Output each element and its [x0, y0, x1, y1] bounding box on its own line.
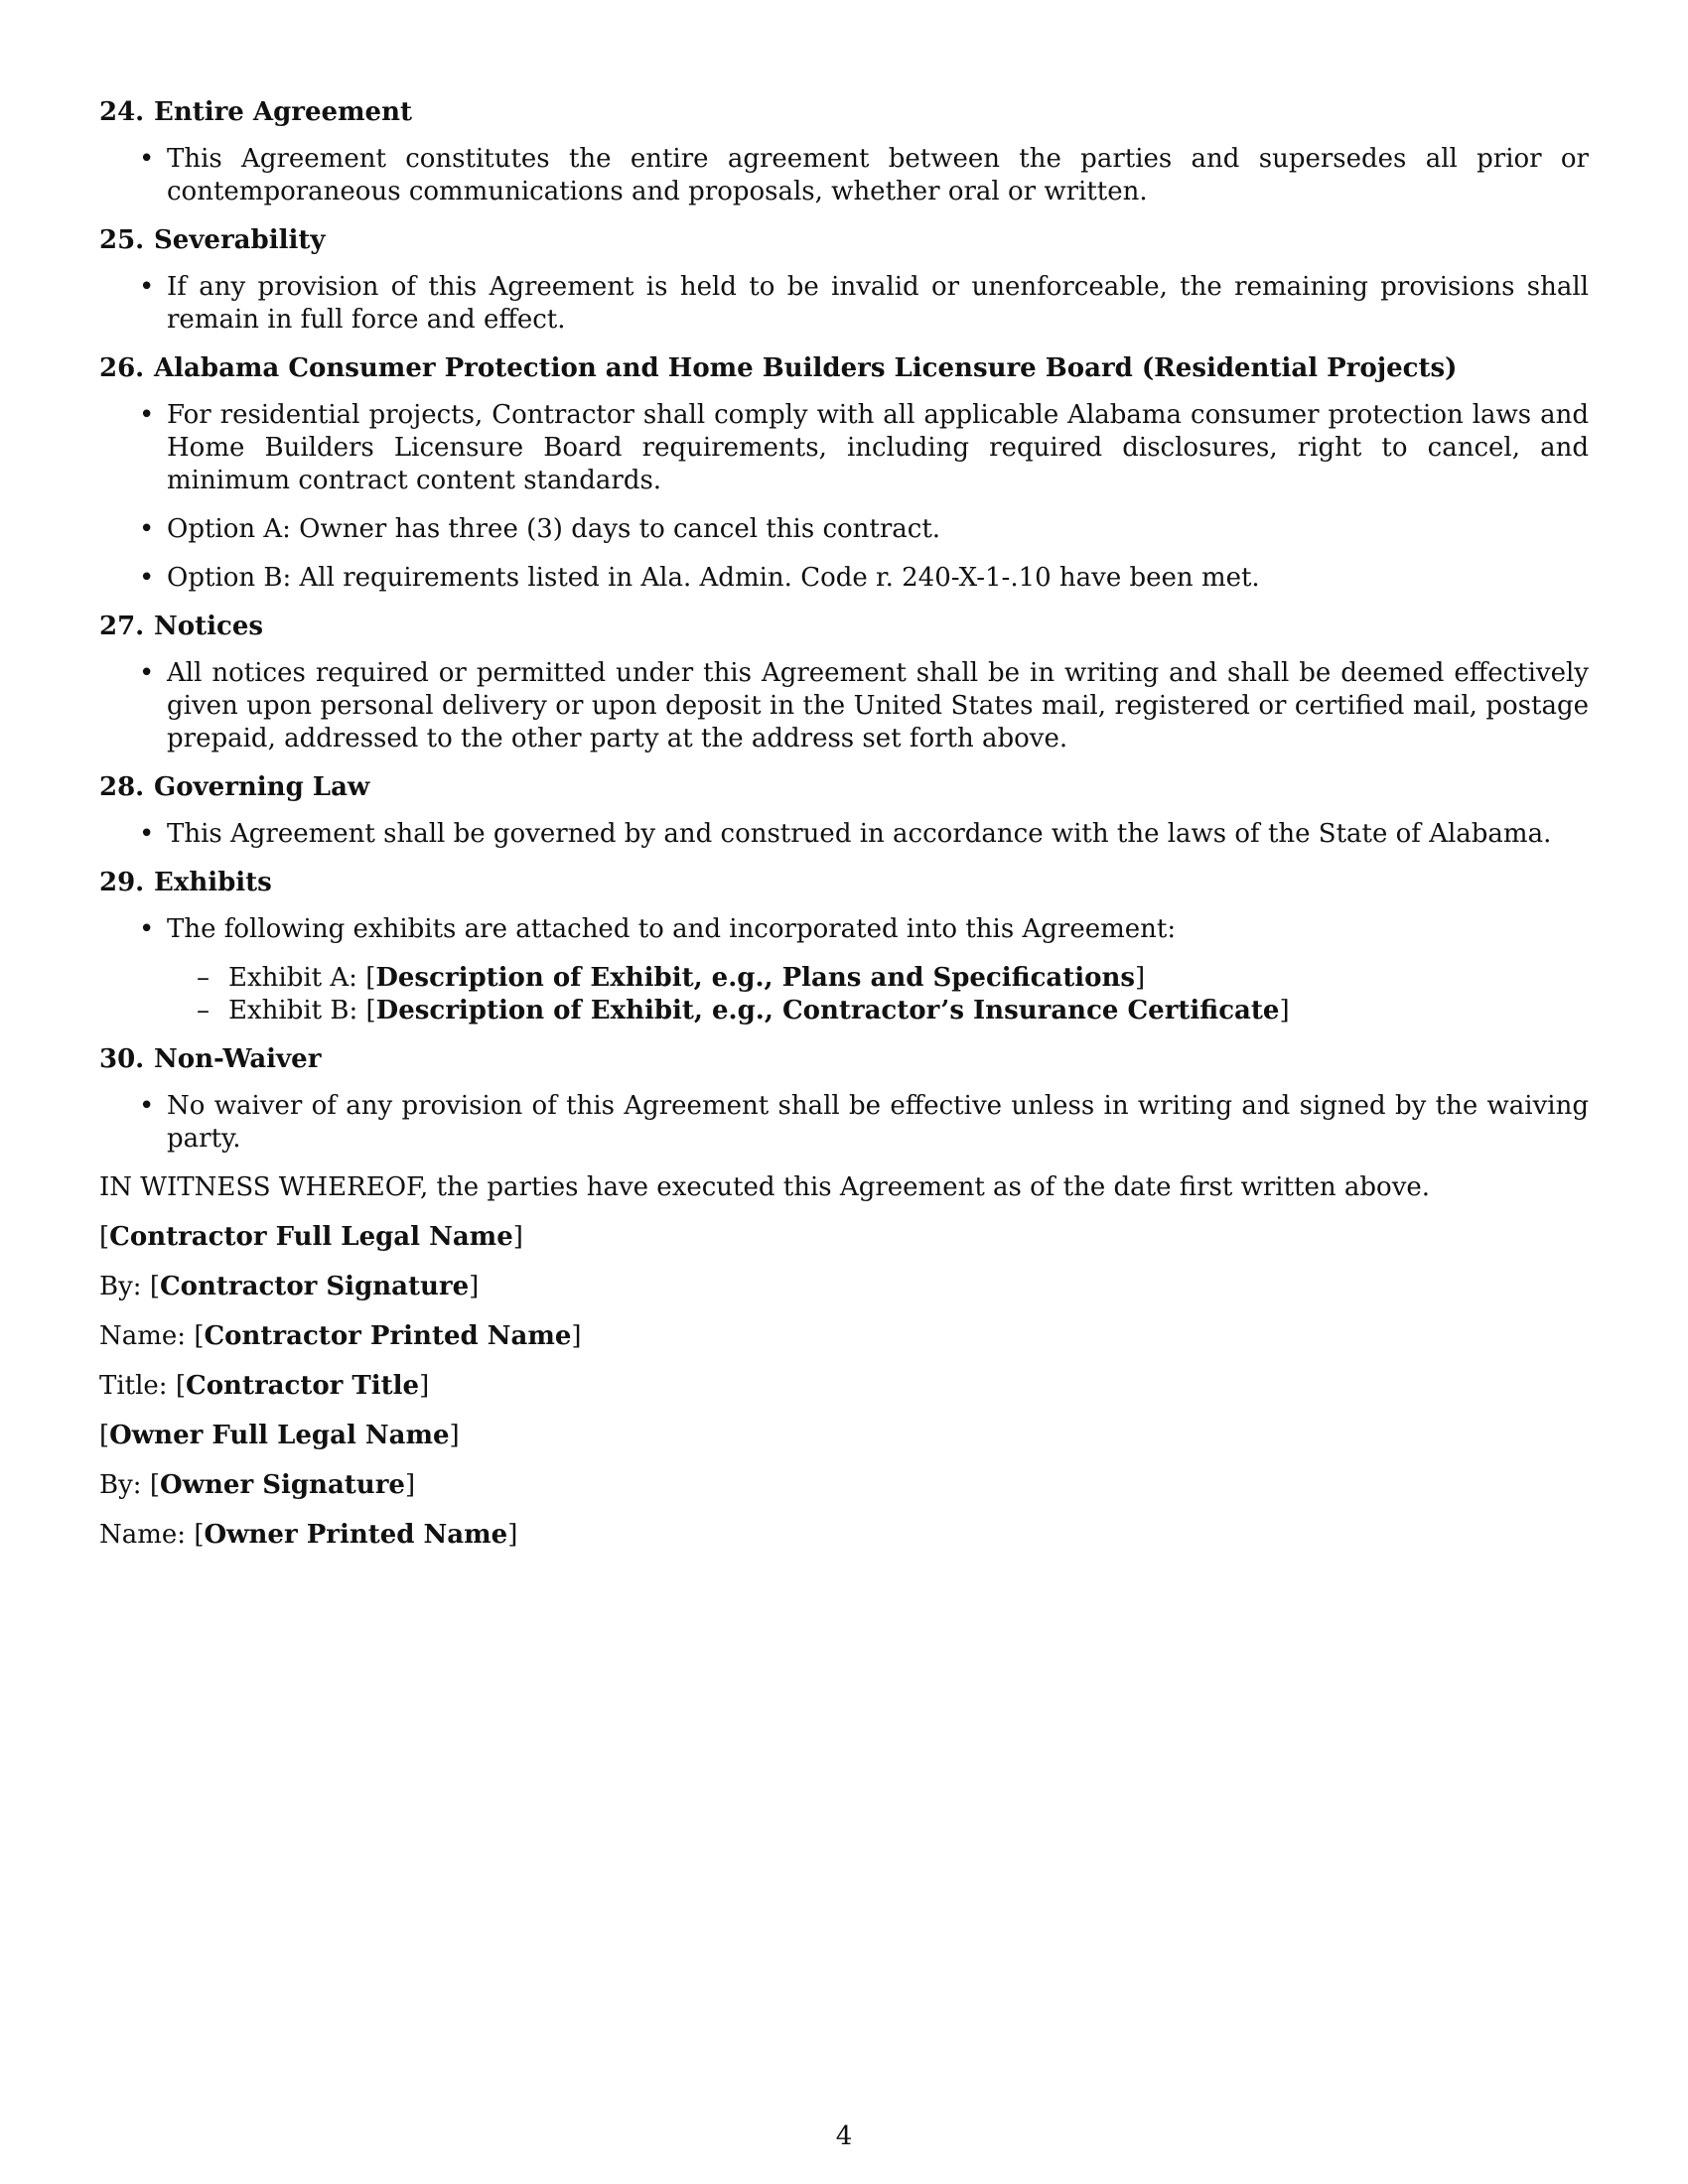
placeholder-value: Owner Full Legal Name [109, 1421, 450, 1450]
bullet-list [99, 1090, 1589, 1156]
bracket-close: ] [419, 1371, 430, 1401]
bullet-item-option-b: • Option B: All requirements listed in Ala. Admin. Code r. 240-X-1-.10 have been met. [167, 562, 1589, 595]
section-number: 29. [99, 868, 145, 897]
section-entire-agreement [99, 96, 1589, 208]
page-number: 4 [835, 2121, 853, 2151]
section-title: Notices [154, 612, 264, 641]
bullet-item: • This Agreement constitutes the entire agreement between the parties and supersedes all prior or contemporaneous communications and proposals, whether oral or written. [167, 143, 1589, 208]
bracket-close: ] [469, 1272, 480, 1301]
bracket-open: [ [149, 1272, 160, 1301]
signature-block [99, 1221, 1589, 1552]
bracket-close: ] [512, 1222, 523, 1252]
exhibit-item-b [228, 995, 1589, 1027]
bullet-text: The following exhibits are attached to and incorporated into this Agreement: [167, 914, 1177, 944]
bullet-item-option-a: • Option A: Owner has three (3) days to cancel this contract. [167, 513, 1589, 546]
section-number: 24. [99, 97, 145, 127]
section-number: 28. [99, 772, 145, 802]
section-heading [99, 867, 1589, 899]
bracket-close: ] [404, 1470, 416, 1500]
section-title: Governing Law [154, 772, 370, 802]
bullet-list [99, 657, 1589, 755]
exhibit-label: Exhibit B: [228, 996, 366, 1025]
section-heading [99, 224, 1589, 257]
bracket-open: [ [99, 1421, 110, 1450]
bullet-list [99, 399, 1589, 595]
witness-clause: IN WITNESS WHEREOF, the parties have executed this Agreement as of the date first written above. [99, 1172, 1431, 1202]
line-prefix: Title: [99, 1371, 176, 1401]
bullet-item: • If any provision of this Agreement is held to be invalid or unenforceable, the remaining provisions shall remain in full force and effect. [167, 271, 1589, 337]
bullet-item: • All notices required or permitted under this Agreement shall be in writing and shall be deemed effectively given upon personal delivery or upon deposit in the United States mail, registered or certified mail, postage prepaid, addressed to the other party at the address set forth above. [167, 657, 1589, 755]
placeholder-value: Contractor Title [186, 1371, 420, 1401]
placeholder-value: Contractor Printed Name [204, 1321, 572, 1351]
section-heading [99, 611, 1589, 643]
owner-printed-name-line [99, 1519, 1589, 1552]
bracket-close: ] [571, 1321, 582, 1351]
bullet-list [99, 143, 1589, 208]
exhibit-list [167, 962, 1589, 1027]
line-prefix: Name: [99, 1321, 195, 1351]
section-title: Severability [154, 225, 326, 255]
bracket-close: ] [1135, 963, 1146, 993]
section-heading [99, 771, 1589, 804]
contractor-signature-line [99, 1271, 1589, 1303]
bracket-open: [ [194, 1520, 205, 1550]
bracket-open: [ [175, 1371, 186, 1401]
line-prefix: By: [99, 1470, 150, 1500]
placeholder-value: Contractor Full Legal Name [109, 1222, 513, 1252]
owner-legal-name-line [99, 1420, 1589, 1452]
line-prefix: By: [99, 1272, 150, 1301]
bullet-item [167, 913, 1589, 1027]
bullet-list [99, 271, 1589, 337]
bracket-open: [ [365, 963, 376, 993]
bullet-item: • For residential projects, Contractor shall comply with all applicable Alabama consumer protection laws and Home Builders Licensure Board requirements, including required disclosures, right to cancel, and minimum contract content standards. [167, 399, 1589, 497]
section-non-waiver [99, 1043, 1589, 1156]
section-alabama-consumer-protection [99, 352, 1589, 595]
section-title: Exhibits [154, 868, 272, 897]
line-prefix: Name: [99, 1520, 195, 1550]
bullet-item: • This Agreement shall be governed by and construed in accordance with the laws of the State of Alabama. [167, 818, 1589, 851]
bracket-close: ] [507, 1520, 518, 1550]
section-notices [99, 611, 1589, 755]
exhibit-label: Exhibit A: [228, 963, 366, 993]
section-heading [99, 1043, 1589, 1076]
section-heading [99, 96, 1589, 129]
section-number: 30. [99, 1044, 145, 1074]
placeholder-value: Owner Printed Name [204, 1520, 508, 1550]
exhibit-item-a [228, 962, 1589, 995]
section-exhibits [99, 867, 1589, 1027]
contractor-legal-name-line [99, 1221, 1589, 1254]
section-heading [99, 352, 1589, 385]
section-title: Non-Waiver [154, 1044, 322, 1074]
contractor-title-line [99, 1370, 1589, 1403]
contractor-printed-name-line [99, 1320, 1589, 1353]
section-number: 27. [99, 612, 145, 641]
placeholder-value: Contractor Signature [159, 1272, 470, 1301]
section-number: 25. [99, 225, 145, 255]
bracket-close: ] [1279, 996, 1290, 1025]
section-title: Entire Agreement [154, 97, 412, 127]
bracket-open: [ [149, 1470, 160, 1500]
section-governing-law [99, 771, 1589, 851]
bracket-open: [ [365, 996, 376, 1025]
exhibit-description: Description of Exhibit, e.g., Plans and Specifications [375, 963, 1136, 993]
section-number: 26. [99, 353, 145, 383]
section-title: Alabama Consumer Protection and Home Builders Licensure Board (Residential Projects) [154, 353, 1458, 383]
bracket-open: [ [99, 1222, 110, 1252]
bullet-item: • No waiver of any provision of this Agreement shall be effective unless in writing and signed by the waiving party. [167, 1090, 1589, 1156]
bracket-close: ] [449, 1421, 460, 1450]
bracket-open: [ [194, 1321, 205, 1351]
section-severability [99, 224, 1589, 337]
placeholder-value: Owner Signature [159, 1470, 405, 1500]
bullet-list [99, 818, 1589, 851]
bullet-list [99, 913, 1589, 1027]
document-page [99, 96, 1589, 1552]
owner-signature-line [99, 1469, 1589, 1502]
exhibit-description: Description of Exhibit, e.g., Contractor’s Insurance Certificate [375, 996, 1280, 1025]
